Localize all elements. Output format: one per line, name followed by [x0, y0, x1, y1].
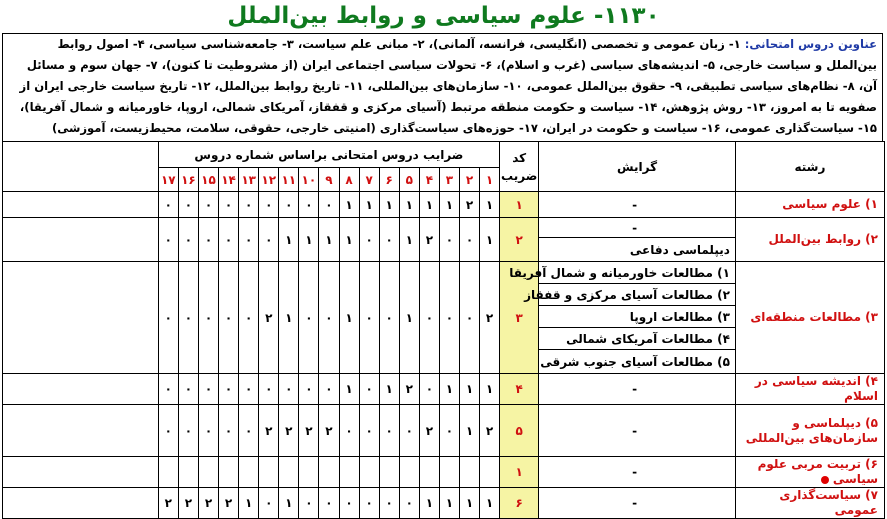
- header-major: رشته: [735, 142, 884, 192]
- course-number: ۱۵: [198, 168, 218, 192]
- row-blank: [3, 192, 159, 218]
- orientation-name: -: [539, 218, 736, 238]
- coefficient-table: [2, 141, 885, 519]
- weight-cell: ۰: [239, 374, 259, 405]
- weight-cell: [198, 457, 218, 488]
- weight-cell: [158, 457, 178, 488]
- weight-cell: ۰: [259, 218, 279, 262]
- weight-cell: ۰: [319, 374, 339, 405]
- course-number: ۱۷: [158, 168, 178, 192]
- weight-cell: ۱: [399, 192, 419, 218]
- row-blank: [3, 374, 159, 405]
- weight-cell: [319, 457, 339, 488]
- weight-cell: ۱: [299, 218, 319, 262]
- course-number: ۱۳: [239, 168, 259, 192]
- weight-cell: ۰: [319, 488, 339, 519]
- weight-cell: ۲: [259, 405, 279, 457]
- weight-cell: [219, 457, 239, 488]
- course-number: ۷: [359, 168, 379, 192]
- weight-cell: [459, 457, 479, 488]
- row-blank: [3, 405, 159, 457]
- course-number: ۱۰: [299, 168, 319, 192]
- weight-cell: ۰: [459, 218, 479, 262]
- weight-cell: ۲: [279, 405, 299, 457]
- weight-cell: ۲: [158, 488, 178, 519]
- weight-cell: ۰: [259, 374, 279, 405]
- page-title: ۱۱۳۰- علوم سیاسی و روابط بین‌الملل: [227, 3, 660, 29]
- orientation-name: ۵) مطالعات آسیای جنوب شرقی: [539, 350, 736, 374]
- weight-cell: ۲: [480, 262, 500, 374]
- weight-cell: ۰: [339, 488, 359, 519]
- course-number: ۱۴: [219, 168, 239, 192]
- weight-cell: ۰: [158, 218, 178, 262]
- coef-code: ۵: [500, 405, 539, 457]
- coef-code: ۳: [500, 262, 539, 374]
- weight-cell: ۰: [299, 192, 319, 218]
- course-number: ۳: [439, 168, 459, 192]
- weight-cell: ۱: [399, 262, 419, 374]
- weight-cell: ۰: [178, 262, 198, 374]
- description-body: ۱- زبان عمومی و تخصصی (انگلیسی، فرانسه، آلمانی)، ۲- مبانی علم سیاست، ۳- جامعه‌شناسی سیاسی، ۴- اصول روابط بین‌الملل و سیاست خارجی، ۵- اندیشه‌های سیاسی (غرب و اسلام)، ۶- تحولات سیاسی اجتماعی ایران (از مشروطیت تا کنون)، ۷- جهان سوم و مسائل آن، ۸- نظام‌های سیاسی تطبیقی، ۹- حقوق بین‌الملل عمومی، ۱۰- سازمان‌های بین‌المللی، ۱۱- تاریخ روابط بین‌الملل، ۱۲- تاریخ سیاست خارجی ایران از صفویه تا به امروز، ۱۳- روش پژوهش، ۱۴- سیاست و حکومت منطقه مرتبط (آسیای مرکزی و قفقاز، آمریکای شمالی، اروپا، خاورمیانه و شمال آفریقا)، ۱۵- سیاست‌گذاری عمومی، ۱۶- سیاست و حکومت در ایران، ۱۷- حوزه‌های سیاست‌گذاری (امنیتی خارجی، حقوقی، سلامت، محیط‌زیست، آموزشی): [19, 37, 877, 135]
- course-description: [2, 33, 883, 142]
- weight-cell: ۲: [419, 218, 439, 262]
- weight-cell: ۱: [459, 374, 479, 405]
- weight-cell: ۰: [319, 262, 339, 374]
- weight-cell: ۱: [480, 218, 500, 262]
- weight-cell: ۱: [419, 192, 439, 218]
- weight-cell: ۰: [219, 374, 239, 405]
- weight-cell: ۱: [339, 262, 359, 374]
- weight-cell: ۱: [399, 218, 419, 262]
- major-name: ۷) سیاست‌گذاری عمومی: [735, 488, 884, 519]
- weight-cell: ۰: [299, 262, 319, 374]
- weight-cell: [299, 457, 319, 488]
- weight-cell: ۰: [219, 262, 239, 374]
- weight-cell: ۱: [339, 192, 359, 218]
- weight-cell: ۲: [178, 488, 198, 519]
- weight-cell: ۱: [439, 192, 459, 218]
- weight-cell: ۰: [158, 374, 178, 405]
- weight-cell: ۰: [299, 374, 319, 405]
- weight-cell: ۰: [359, 218, 379, 262]
- weight-cell: ۲: [219, 488, 239, 519]
- weight-cell: ۱: [279, 262, 299, 374]
- weight-cell: ۰: [399, 488, 419, 519]
- weight-cell: ۰: [279, 192, 299, 218]
- header-weights: ضرایب دروس امتحانی براساس شماره دروس: [158, 142, 499, 168]
- weight-cell: ۰: [158, 262, 178, 374]
- weight-cell: ۱: [419, 488, 439, 519]
- major-name: ۱) علوم سیاسی: [735, 192, 884, 218]
- weight-cell: ۱: [459, 488, 479, 519]
- weight-cell: ۱: [480, 488, 500, 519]
- weight-cell: ۰: [359, 405, 379, 457]
- course-number: ۱: [480, 168, 500, 192]
- major-name: ۵) دیپلماسی و سازمان‌های بین‌المللی: [735, 405, 884, 457]
- weight-cell: ۱: [439, 374, 459, 405]
- header-orientation: گرایش: [539, 142, 736, 192]
- row-blank: [3, 218, 159, 262]
- weight-cell: ۰: [219, 218, 239, 262]
- weight-cell: [178, 457, 198, 488]
- orientation-name: -: [539, 457, 736, 488]
- weight-cell: ۰: [379, 405, 399, 457]
- course-number: ۶: [379, 168, 399, 192]
- orientation-name: ۳) مطالعات اروپا: [539, 306, 736, 328]
- weight-cell: ۰: [359, 262, 379, 374]
- weight-cell: ۱: [279, 218, 299, 262]
- weight-cell: ۰: [178, 374, 198, 405]
- course-number: ۴: [419, 168, 439, 192]
- weight-cell: ۲: [319, 405, 339, 457]
- weight-cell: [419, 457, 439, 488]
- orientation-name: ۴) مطالعات آمریکای شمالی: [539, 328, 736, 350]
- weight-cell: ۲: [399, 374, 419, 405]
- weight-cell: ۰: [439, 218, 459, 262]
- weight-cell: ۲: [299, 405, 319, 457]
- weight-cell: ۱: [379, 374, 399, 405]
- row-blank: [3, 262, 159, 374]
- orientation-name: -: [539, 405, 736, 457]
- weight-cell: ۰: [198, 374, 218, 405]
- weight-cell: ۰: [459, 262, 479, 374]
- weight-cell: ۱: [379, 192, 399, 218]
- row-blank: [3, 457, 159, 488]
- weight-cell: [379, 457, 399, 488]
- weight-cell: [279, 457, 299, 488]
- course-number: ۲: [459, 168, 479, 192]
- course-number: ۹: [319, 168, 339, 192]
- weight-cell: ۰: [379, 488, 399, 519]
- weight-cell: ۰: [178, 218, 198, 262]
- weight-cell: ۰: [319, 192, 339, 218]
- row-blank: [3, 488, 159, 519]
- weight-cell: ۰: [419, 374, 439, 405]
- weight-cell: ۱: [359, 192, 379, 218]
- weight-cell: ۰: [299, 488, 319, 519]
- orientation-name: -: [539, 488, 736, 519]
- weight-cell: [359, 457, 379, 488]
- weight-cell: [439, 457, 459, 488]
- description-lead: عناوین دروس امتحانی:: [744, 37, 877, 51]
- weight-cell: ۰: [359, 488, 379, 519]
- weight-cell: ۰: [379, 218, 399, 262]
- weight-cell: ۰: [259, 192, 279, 218]
- weight-cell: ۰: [339, 405, 359, 457]
- weight-cell: ۰: [158, 405, 178, 457]
- weight-cell: ۰: [239, 405, 259, 457]
- header-blank: [3, 142, 159, 192]
- weight-cell: ۱: [279, 488, 299, 519]
- weight-cell: [480, 457, 500, 488]
- weight-cell: ۱: [439, 488, 459, 519]
- weight-cell: ۰: [198, 218, 218, 262]
- weight-cell: ۱: [319, 218, 339, 262]
- course-number: ۱۶: [178, 168, 198, 192]
- weight-cell: ۰: [439, 405, 459, 457]
- weight-cell: ۰: [198, 192, 218, 218]
- major-name: ۲) روابط بین‌الملل: [735, 218, 884, 262]
- header-coef: کد ضریب: [500, 142, 539, 192]
- weight-cell: [239, 457, 259, 488]
- orientation-name: ۱) مطالعات خاورمیانه و شمال آفریقا: [539, 262, 736, 284]
- major-name: ۳) مطالعات منطقه‌ای: [735, 262, 884, 374]
- weight-cell: ۰: [219, 405, 239, 457]
- weight-cell: ۱: [339, 374, 359, 405]
- weight-cell: ۰: [359, 374, 379, 405]
- coef-code: ۶: [500, 488, 539, 519]
- coef-code: ۱: [500, 457, 539, 488]
- weight-cell: ۲: [198, 488, 218, 519]
- weight-cell: [399, 457, 419, 488]
- weight-cell: ۰: [239, 218, 259, 262]
- weight-cell: ۰: [158, 192, 178, 218]
- weight-cell: ۰: [379, 262, 399, 374]
- weight-cell: ۰: [259, 488, 279, 519]
- weight-cell: ۲: [259, 262, 279, 374]
- weight-cell: ۲: [419, 405, 439, 457]
- weight-cell: ۱: [480, 192, 500, 218]
- course-number: ۱۱: [279, 168, 299, 192]
- orientation-name: -: [539, 192, 736, 218]
- course-number: ۸: [339, 168, 359, 192]
- weight-cell: ۱: [339, 218, 359, 262]
- weight-cell: ۲: [480, 405, 500, 457]
- major-name: ۴) اندیشه سیاسی در اسلام: [735, 374, 884, 405]
- weight-cell: [339, 457, 359, 488]
- orientation-name: -: [539, 374, 736, 405]
- orientation-name: ۲) مطالعات آسیای مرکزی و قفقاز: [539, 284, 736, 306]
- weight-cell: ۱: [459, 405, 479, 457]
- course-number: ۱۲: [259, 168, 279, 192]
- weight-cell: ۰: [219, 192, 239, 218]
- major-name: ۶) تربیت مربی علوم سیاسی: [735, 457, 884, 488]
- weight-cell: ۰: [399, 405, 419, 457]
- weight-cell: ۰: [439, 262, 459, 374]
- course-number: ۵: [399, 168, 419, 192]
- weight-cell: ۰: [178, 405, 198, 457]
- orientation-name: دیپلماسی دفاعی: [539, 238, 736, 262]
- weight-cell: ۲: [459, 192, 479, 218]
- weight-cell: [259, 457, 279, 488]
- weight-cell: ۰: [198, 262, 218, 374]
- weight-cell: ۰: [178, 192, 198, 218]
- coef-code: ۴: [500, 374, 539, 405]
- weight-cell: ۰: [239, 262, 259, 374]
- weight-cell: ۰: [279, 374, 299, 405]
- coef-code: ۱: [500, 192, 539, 218]
- coef-code: ۲: [500, 218, 539, 262]
- weight-cell: ۰: [239, 192, 259, 218]
- weight-cell: ۱: [239, 488, 259, 519]
- weight-cell: ۰: [419, 262, 439, 374]
- weight-cell: ۱: [480, 374, 500, 405]
- weight-cell: ۰: [198, 405, 218, 457]
